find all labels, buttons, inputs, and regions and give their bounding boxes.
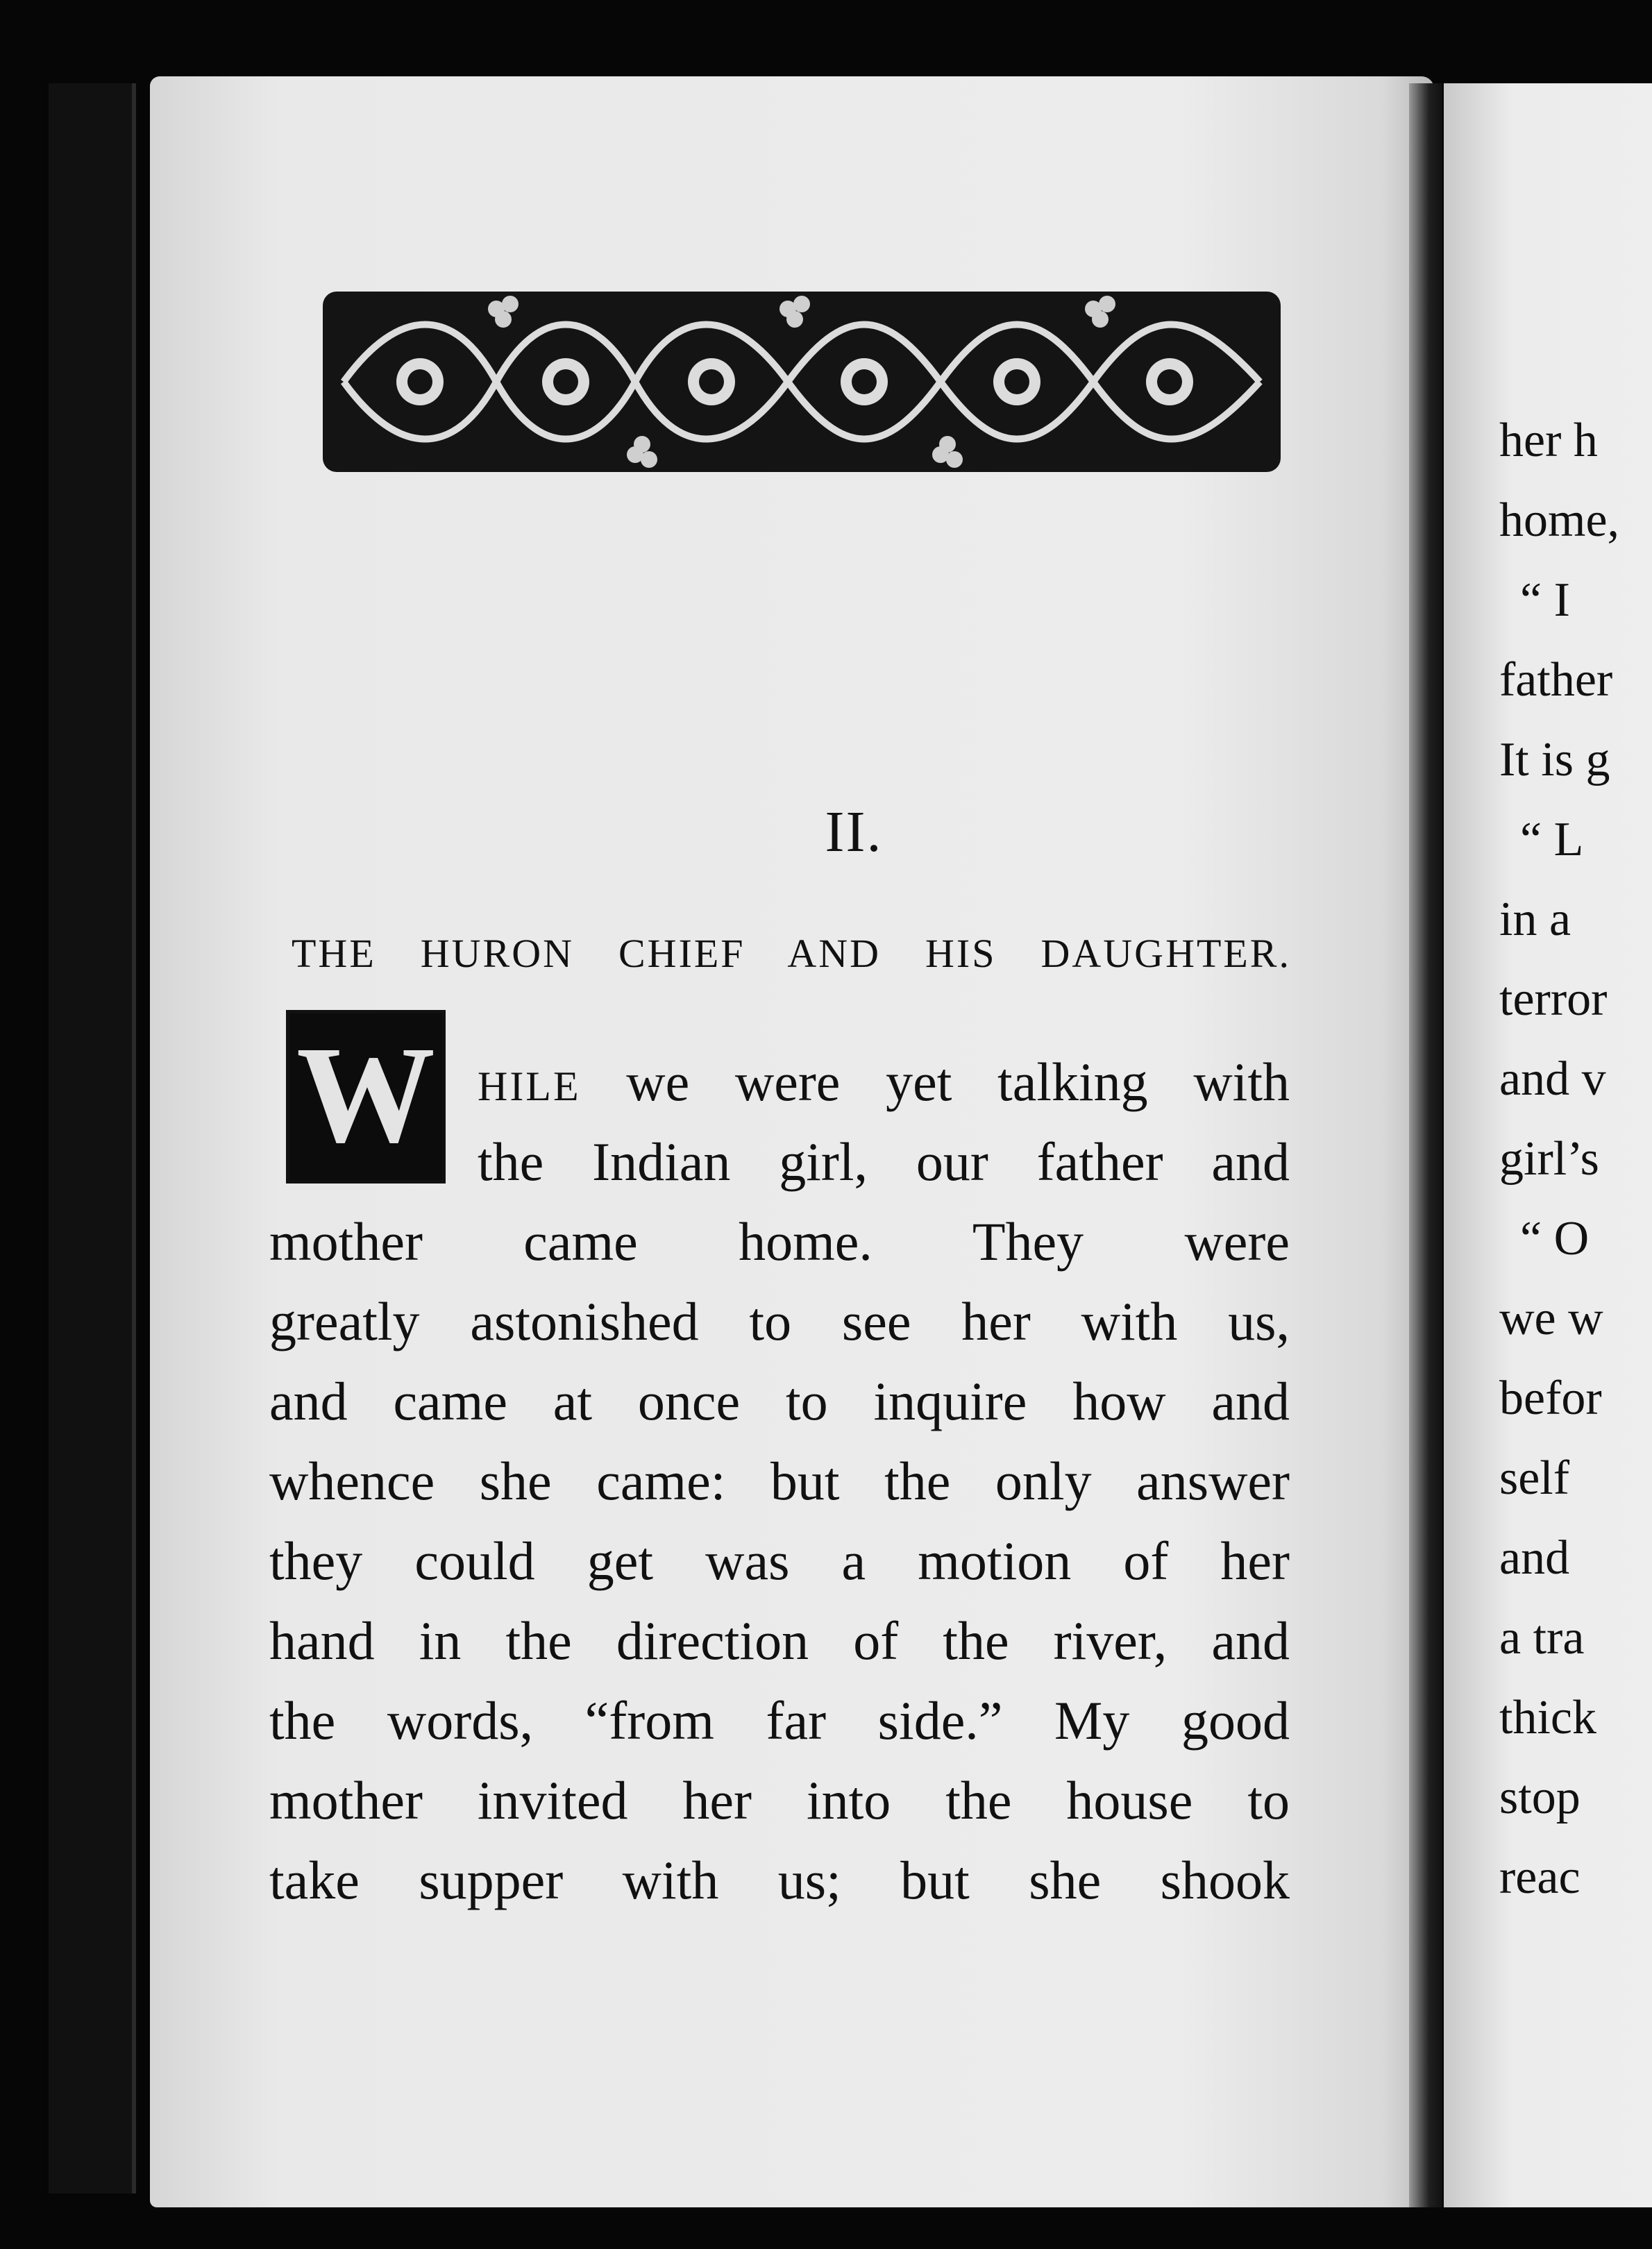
facing-line: her h xyxy=(1499,414,1598,467)
facing-line: “ I xyxy=(1520,573,1570,627)
text-line: and came at once to inquire how and xyxy=(269,1371,1290,1431)
facing-line: a tra xyxy=(1499,1611,1585,1665)
facing-line: and v xyxy=(1499,1052,1606,1106)
facing-line: stop xyxy=(1499,1771,1581,1824)
text-line: mother invited her into the house to xyxy=(269,1770,1290,1830)
drop-cap-letter: W xyxy=(296,1018,435,1172)
facing-line: girl’s xyxy=(1499,1132,1599,1186)
text-line: greatly astonished to see her with us, xyxy=(269,1291,1290,1351)
book-cover-edge xyxy=(49,83,136,2193)
text-line: they could get was a motion of her xyxy=(269,1531,1290,1591)
facing-line: and xyxy=(1499,1531,1570,1585)
facing-line: It is g xyxy=(1499,733,1610,786)
headpiece-ornament-icon xyxy=(316,278,1288,486)
facing-line: terror xyxy=(1499,972,1608,1026)
text-line: whence she came: but the only answer xyxy=(269,1451,1290,1511)
facing-line: in a xyxy=(1499,893,1571,946)
facing-line: we w xyxy=(1499,1292,1603,1345)
chapter-title: THE HURON CHIEF AND HIS DAUGHTER. xyxy=(292,931,1291,976)
chapter-number: II. xyxy=(825,800,883,864)
facing-line: befor xyxy=(1499,1372,1602,1425)
text-line: the Indian girl, our father and xyxy=(478,1131,1290,1192)
text-line: the words, “from far side.” My good xyxy=(269,1690,1290,1751)
facing-line: father xyxy=(1499,653,1613,707)
text-line xyxy=(478,1052,1290,1112)
text-line: take supper with us; but she shook xyxy=(269,1850,1290,1910)
facing-line: thick xyxy=(1499,1691,1596,1744)
text-line: mother came home. They were xyxy=(269,1211,1290,1272)
facing-line: “ O xyxy=(1520,1212,1590,1265)
facing-line: “ L xyxy=(1520,813,1584,866)
first-word-small-caps: HILE xyxy=(478,1063,581,1109)
facing-line: home, xyxy=(1499,494,1620,547)
facing-line: self xyxy=(1499,1451,1570,1505)
drop-cap xyxy=(286,1010,446,1184)
text-line: hand in the direction of the river, and xyxy=(269,1610,1290,1671)
book-gutter xyxy=(1409,83,1442,2207)
first-line-text: we were yet talking with xyxy=(626,1052,1290,1112)
facing-line: reac xyxy=(1499,1851,1581,1904)
